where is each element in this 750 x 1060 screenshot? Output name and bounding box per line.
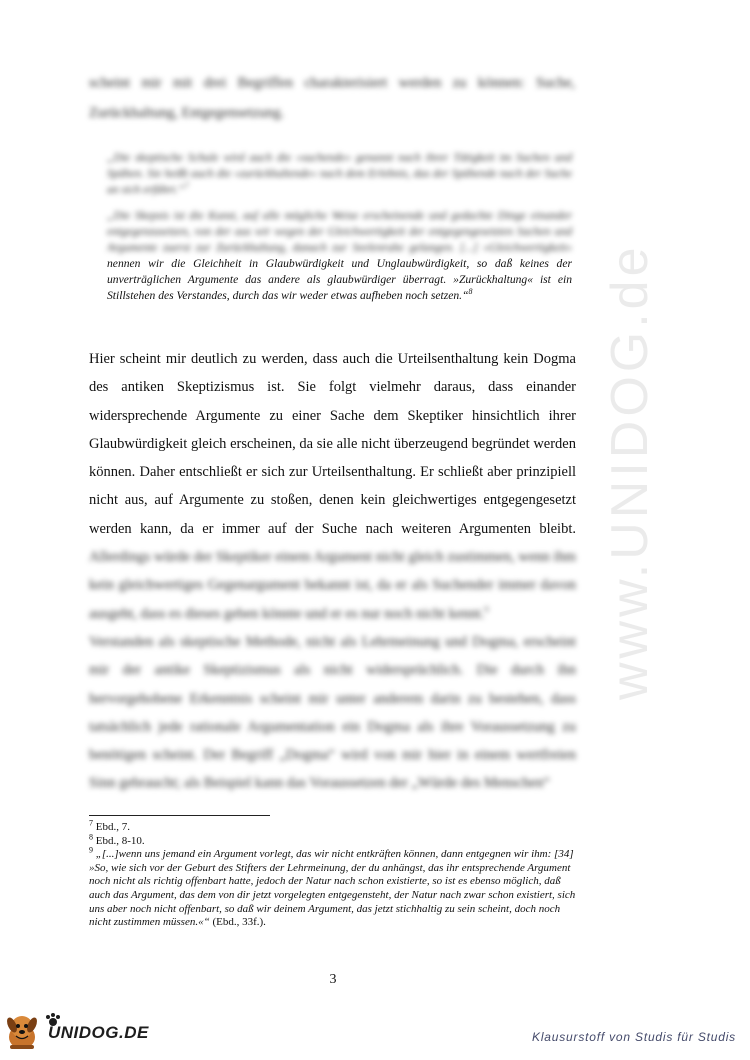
main-paragraph: Hier scheint mir deutlich zu werden, dass auch die Urteilsenthaltung kein Dogma des antiken Skeptizismus ist. Sie folgt vielmehr daraus, dass einander widersprechende Argumente zu einer Sache dem Skeptiker hinsichtlich ihrer Glaubwürdigkeit gleich erscheinen, da sie alle nicht überzeugend begründet werden können. Daher entschließt er sich zur Urteilsenthaltung. Er schließt aber prinzipiell nicht aus, auf Argumente zu stoßen, denen kein gleichwertiges entgegengesetzt werden kann, da er immer auf der Suche nach weiteren Argumenten bleibt. [89, 351, 576, 537]
footnote-num: 8 [89, 831, 93, 841]
footnote-text: Ebd., 8-10. [95, 834, 145, 847]
block-quote-2-text: „Die Skepsis ist die Kunst, auf alle mögliche Weise erscheinende und gedachte Dinge einander entgegenzusetzen, von der aus wir wegen der Gleichwertigkeit der entgegengesetzten Sachen und Argumente zuerst zur Zurückhaltung, danach zur Seelenruhe gelangen. [...] »Gleichwertigkeit« [107, 209, 572, 254]
footnote-separator [89, 815, 270, 816]
footnote-ref-9: 9 [484, 604, 489, 614]
second-paragraph: Verstanden als skeptische Methode, nicht als Lehrmeinung und Dogma, erscheint mir der antike Skeptizismus als nicht widersprüchlich. Die durch ihn hervorgehobene Erkenntnis scheint mir unter anderem darin zu bestehen, dass tatsächlich jede rationale Argumentation ein Dogma als ihre Voraussetzung zu benötigen scheint. Der Begriff „Dogma“ wird von mir hier in einem wertfreien Sinn gebraucht; als Beispiel kann das Voraussetzen der „Würde des Menschen“ [89, 633, 576, 792]
main-paragraph-blurred [89, 543, 576, 813]
block-quote-1-text: „Die skeptische Schule wird auch die »suchende« genannt nach ihrer Tätigkeit im Suchen und Spähen. Sie heißt auch die »zurückhaltende« nach dem Erlebnis, das der Spähende nach der Suche an sich erfährt.“ [107, 151, 572, 196]
body-text [89, 345, 576, 813]
footnote-7 [89, 818, 576, 835]
main-paragraph-rest: Allerdings würde der Skeptiker einem Argument nicht gleich zustimmen, wenn ihm kein gleichwertiges Gegenargument bekannt ist, da er als Suchender immer davon ausgeht, dass es dieses geben könnte und er es nur noch nicht kennt. [89, 549, 576, 622]
footnote-9 [89, 845, 576, 930]
block-quote-2-blurred [107, 208, 572, 256]
watermark: www.UNIDOG.de [601, 243, 659, 700]
block-quote-2-text-sharp: nennen wir die Gleichheit in Glaubwürdigkeit und Unglaubwürdigkeit, so daß keines der unverträglichen Argumente das andere als glaubwürdiger überragt. »Zurückhaltung« ist ein Stillstehen des Verstandes, durch das wir weder etwas aufheben noch setzen.“ [107, 257, 572, 302]
block-quote-2-sharp [107, 256, 572, 320]
logo-text: UNIDOG.DE [48, 1023, 149, 1042]
footnote-ref-7: 7 [184, 181, 189, 191]
tagline: Klausurstoff von Studis für Studis [532, 1030, 736, 1044]
footnote-num: 9 [89, 845, 93, 855]
footnote-text: Ebd., 7. [95, 821, 130, 833]
footnote-8 [89, 831, 576, 849]
main-paragraph-visible [89, 345, 576, 543]
footnote-ref-8: 8 [468, 287, 473, 297]
footnote-quote: „[...]wenn uns jemand ein Argument vorlegt, das wir nicht entkräften können, dann entgegnen wir ihm: [34] »So, wie sich vor der Geburt des Stifters der Lehrmeinung, der du anhängst, das ihr entsprechende Argument noch nicht als richtig offenbart hatte, jedoch der Natur nach schon existierte, so ist es ebenso möglich, daß auch das Argument, das dem von dir jetzt vorgelegten entgegensteht, der Natur nach zwar schon existiert, sich uns aber noch nicht offenbart, so daß wir deinem Argument, das jetzt stichhaltig zu sein scheint, doch noch nicht zustimmen müssen.«“ [89, 848, 576, 929]
block-quote-1 [107, 150, 572, 198]
page-number: 3 [329, 972, 337, 987]
top-paragraph: scheint mir mit drei Begriffen charakterisiert werden zu können: Suche, Zurückhaltung, Entgegensetzung. [89, 75, 575, 121]
footnote-num: 7 [89, 818, 93, 828]
footnote-text: (Ebd., 33f.). [209, 916, 266, 929]
unidog-logo [0, 1005, 165, 1055]
footnotes [89, 818, 576, 930]
